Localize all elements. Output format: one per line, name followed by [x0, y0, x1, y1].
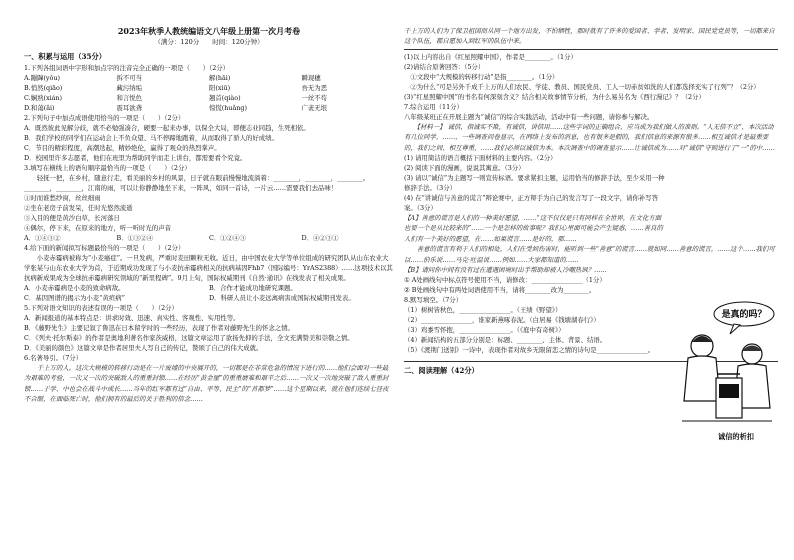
speech-bubble-text: 是真的吗？: [721, 310, 767, 320]
q1-row-c: C.娴熟(xián) 和言悦色 翘首(qiào) 一丝不苟: [24, 94, 328, 102]
q1-stem: 1.下列各组词语中字形和加点字的注音完全正确的一项是（ ）（2分）: [24, 64, 230, 72]
q3-options: A．①④③② B．①③②④ C．①②④③ D．④②③①: [24, 234, 339, 242]
q7-intro: 八年级某班正在开展主题为“诚信”的综合实践活动，活动中有一些问题，请你参与解决。: [404, 112, 654, 121]
q7-sub-4: (4) 在“讲诚信与善意的谎言”辩论赛中，正方辩手为自己的发言写了一段文字，请你补写答案。（3分）: [404, 194, 659, 213]
q8-item-4: （4）新闻结构的五部分分别是：标题、________、主体、背景、结语。: [404, 336, 607, 345]
q7-fix-1: ① A处画线句中标点符号使用不当，请修改：________________（1分）: [404, 276, 606, 285]
q2-option-a: A．既然彼此见解分歧，就不必勉强凑合，硬要一起来办事，以保全大局，即便志业同趋，生死相依。: [24, 124, 310, 132]
q6-passage: 千上万的人。这次大规模的转移行动是在一片废墟的中央展开的，一切都是在非常危急的情况下进行的……他们会面对一些最为艰难的考验，一次又一次的突破敌人的重重封锁……在经历“黄金屋”的重重磨难和艰辛之后……一次又一次地突破了敌人重重封锁……于学、中也会在战斗中成长……当年的红军都有过“自由、平等、民主”的“首都梦”……这个星期以来，就在他们连续七昼夜不合眼，在面临死亡时，他们拥有的最后的关于胜利的信念……: [24, 364, 389, 404]
q8-item-1: （1）树树皆秋色，________________。（王绩《野望》）: [404, 306, 562, 315]
q5-option-b: B．《藤野先生》主要记叙了鲁迅在日本留学时的一些经历，表现了作者对藤野先生的怀念之情。: [24, 324, 294, 332]
q3-item-4: ④偶尔，停下来，在原来的地方，听一听时光的声音: [24, 224, 171, 232]
q3-item-3: ③入目的便是黄沙白草，长河落日: [24, 214, 120, 222]
q3-stem: 3.填写在横线上的语句顺序最恰当的一项是（ ）（2分）: [24, 164, 191, 172]
q1-options: [24, 73, 394, 113]
q8-item-3: （3）鸡黍雪怀抱，________________。（《庭中有奇树》）: [404, 326, 565, 335]
q2-stem: 2.下列句子中加点成语使用恰当的一项是（ ）（2分）: [24, 114, 185, 122]
q2-option-d: D．校园里许多志愿者，他们在班里为帮助同学而走上讲台，都需要看个究竟。: [24, 154, 247, 162]
q8-stem: 8.默写填空。（7分）: [404, 296, 463, 305]
q7-debate-a: 【A】善意的谎言是人们的一种美好愿望，……“这不仅仅是只有同样在全世界，在文化方面也要一个是从比较来的”……一个是怎样的故事呢？我们心里面可能会产生疑惑，……善良的人们有一个美好的愿望，在……如果谎言……是好的，那……: [404, 214, 663, 243]
q6-item-3: (3)“红星照耀中国”的书名有何深刻含义？结合相关故事情节分析，为什么易另名为《西行漫记》？（2分）: [404, 92, 705, 101]
section-2-title: 二、阅读理解（42分）: [404, 366, 479, 376]
exam-title: 2023年秋季人教统编语文八年级上册第一次月考卷: [117, 26, 301, 36]
q7-stem: 7.综合运用（11分）: [404, 102, 463, 111]
q6-continued-passage: 千上万的人们为了保卫祖国而从同一个地方出发，不怕牺牲，那时就有了许多的爱国者、学者、发明家、国民党党员等，一切都来自这个队伍，都自愿加入到红军的队伍中来。: [404, 27, 775, 46]
exam-subtitle: （满分：120分 时间：120分钟）: [154, 38, 264, 46]
q7-debate-text: 善意的谎言有利于人们的相处，人们在受到伤害时，能听到一些“善意”的谎言……就如同……善意的谎言，……这个……我们可以……伯乐说……马克·吐温说……例如……大家都知道的……: [404, 245, 775, 264]
q5-stem: 5.下列对语文知识的表述有误的一项是（ ）（2分）: [24, 304, 178, 312]
q7-sub-2: (2) 阅读下面的漫画，说说其寓意。（3分）: [404, 164, 525, 173]
q1-row-a: A.蹦蹿(yǒu) 拆不可当 解(hāi) 瞬现穗: [24, 74, 321, 82]
q2-option-b: B．我们学校的同学们在运动会上不负众望、马不停蹄地跑着，从而取得了骄人的好成绩。: [24, 134, 278, 142]
q7-fix-2: ② B处画线句中有两处词语使用不当，请将________改为________。: [404, 286, 596, 295]
q7-material-1: 【材料一】 诚信，指诚实不欺，有诚信，讲信用……这些字词的正确组合，应当成为我们做人的准则。“人无信不立”，本次活动有几位同学，……，一些调查问卷显示，在网络上发布的消息，也有很多是假的，我们信息的来源有很多……相互诚信才是最重要的，我们之间、相互尊重，……我们必须以诚信为本。本次调查中的调查显示……让诚信成为……对“诚信”守则进行了“一”的中……: [404, 122, 775, 152]
q4-stem: 4.给下面的新闻拟写标题最恰当的一项是（ ）（2分）: [24, 244, 185, 252]
q2-option-c: C．节目的精彩程度，高潮迭起，精妙绝伦，赢得了观众的热烈掌声。: [24, 144, 221, 152]
q8-item-2: （2）________________，谁家新燕啄春泥。（白居易《钱塘湖春行》）: [404, 316, 600, 325]
q6-item-1: (1)以上内容出自《红星照耀中国》，作者是________。（1分）: [404, 52, 577, 61]
q3-item-1: ①时而谁愁纱窗，丝丝细雨: [24, 194, 101, 202]
q7-sub-3: (3) 请以“诚信”为主题写一则宣传标语。要求紧扣主题，运用恰当的修辞手法，至少采用一种修辞手法。（3分）: [404, 174, 665, 193]
q7-debate-b: 【B】请问你中间有没有过在遭遇困境时出手帮助却被人冷嘲热讽？……: [404, 266, 607, 275]
q8-item-5: （5）《渡荆门送别》一诗中，表现作者对故乡无限留恋之情的诗句是________________。: [404, 346, 655, 355]
q1-row-d: D.和蔼(ǎi) 震耳欲聋 惊慌(huǎng) 广袤无垠: [24, 104, 328, 112]
q7-subquestions: [404, 153, 666, 244]
q6-item-2-1: ①文段中“大规模的转移行动”是指________。（1分）: [404, 72, 559, 81]
section-1-title: 一、积累与运用（35分）: [24, 52, 106, 61]
cartoon-illustration: [672, 296, 778, 446]
q7-sub-1: (1) 请用简洁的语言概括下面材料的主要内容。（2分）: [404, 154, 557, 163]
q5-option-d: D．《美丽的颜色》这篇文章是作者居里夫人写自己的传记，赞颂了自己的伟大成就。: [24, 344, 263, 352]
q4-passage: 小麦赤霉病被称为“小麦癌症”。一旦发病，严重时麦田颗粒无收。近日，由中国农业大学等单位组成的研究团队从山东农业大学张某与山东农业大学为首，于近期成功发现了与小麦抗赤霉病相关的抗病基因Fhb7（国际编号：YrAS2388）……这项技术以其抗病新成果成为全球抗赤霉病研究领域的“新里程碑”。9月上旬，国际权威期刊《自然·通讯》在线发表了相关成果。: [24, 254, 393, 282]
divider: [404, 49, 778, 50]
q6-item-2: (2)请结合原著回答：（5分）: [404, 62, 485, 71]
left-column: [24, 0, 394, 560]
q4-options-cd: C．基因图谱的揭示为小麦“黄疸病” D．科研人员让小麦远离病害成国际权威期刊发表。: [24, 294, 355, 302]
q5-option-c: C．《列夫·托尔斯泰》的作者是奥地利著名作家茨威格，这篇文章运用了欲扬先抑的手法，全文充满赞美和崇敬之情。: [24, 334, 354, 342]
right-column: [404, 0, 778, 560]
q6-item-2-2: ②为什么“可是另外千成千上万的人们农民、学徒、教员、国民党员、工人一切赤贫如洗的人们都选择充实了行列”？（2分）: [404, 82, 760, 91]
q6-stem: 6.名著导引。（7分）: [24, 354, 83, 362]
q3-passage: 轻抚一把，在乡村，随意行走，看美丽的乡村的风景，日子就在眼前慢慢地流淌着：________，________，________。________，________，江南的雨，可以让你静静地坐下来，一阵风，如同一首诗，一片云……需要我们去品味！: [24, 174, 370, 192]
q5-option-a: A．新闻报道的基本特点是：讲求时效、迅速、真实性、客观性、实用性等。: [24, 314, 240, 322]
q3-item-2: ②坐在老房子前发呆，任时光悠然流逝: [24, 204, 133, 212]
cartoon-caption: 诚信的析扣: [718, 432, 754, 441]
q4-options-ab: A．小麦赤霉病是小麦的致命病敌。 B．合作才能成功地研究课题。: [24, 284, 297, 292]
q1-row-b: B.悄然(qiāo) 藏污纳垢 阳(xiū) 吾无为恶: [24, 84, 328, 92]
